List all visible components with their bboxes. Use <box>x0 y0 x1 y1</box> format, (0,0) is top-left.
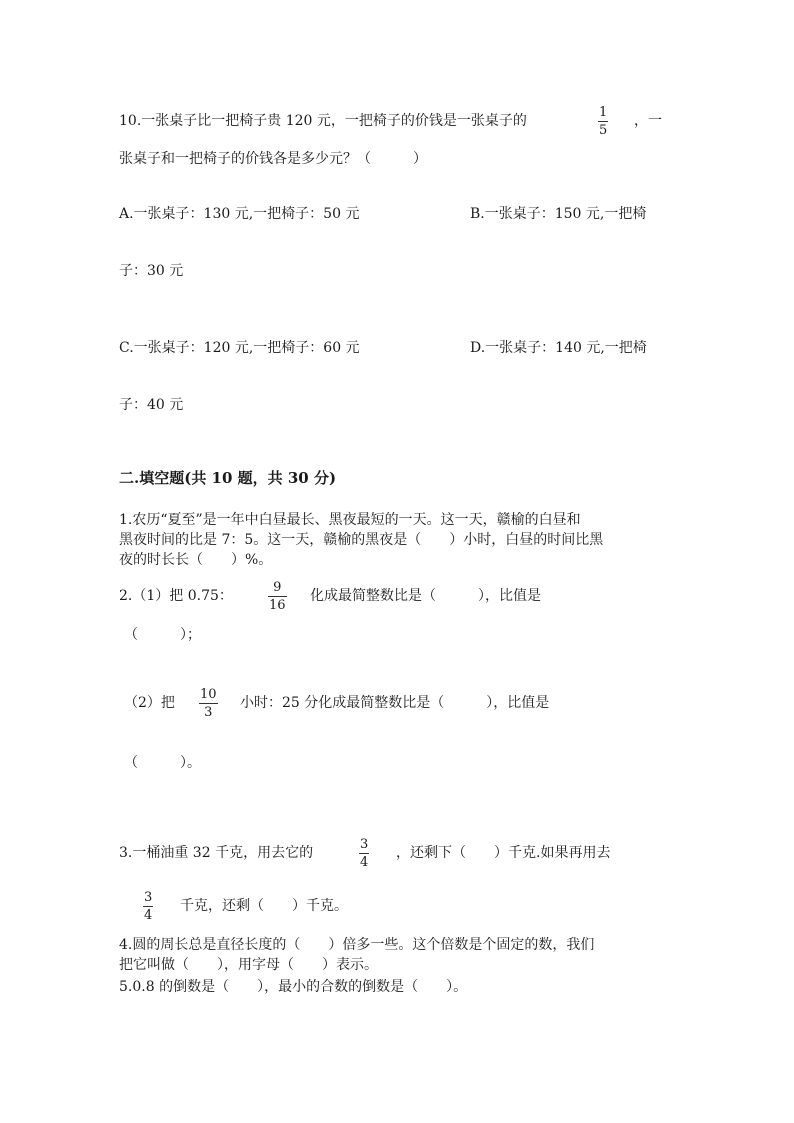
fraction-denominator: 4 <box>360 855 369 870</box>
fraction-bar <box>143 906 153 907</box>
f2-part1-prefix: 2.（1）把 0.75： <box>119 588 233 604</box>
q10-line1-tail: ，一 <box>634 113 662 129</box>
q10-option-b: B.一张桌子：150 元,一把椅 <box>470 206 647 222</box>
f4-line2: 把它叫做（ ），用字母（ ）表示。 <box>119 957 378 973</box>
f2-part2-answer: （ ）。 <box>124 755 201 771</box>
q10-fraction <box>598 105 608 138</box>
f2-part1-fraction <box>268 580 287 613</box>
f2-part1-suffix: 化成最简整数比是（ ），比值是 <box>310 588 541 604</box>
fraction-denominator: 5 <box>599 123 608 138</box>
f1-line2: 黑夜时间的比是 7：5。这一天，赣榆的黑夜是（ ）小时，白昼的时间比黑 <box>119 532 604 548</box>
f3-fraction-1 <box>359 837 369 870</box>
q10-option-d: D.一张桌子：140 元,一把椅 <box>470 340 647 356</box>
f1-line3: 夜的时长长（ ）%。 <box>119 552 273 568</box>
f2-part2-fraction <box>199 687 218 720</box>
q10-line1: 10.一张桌子比一把椅子贵 120 元，一把椅子的价钱是一张桌子的 <box>119 113 527 129</box>
f3-suffix: ，还剩下（ ）千克.如果再用去 <box>396 845 611 861</box>
f5-line1: 5.0.8 的倒数是（ ），最小的合数的倒数是（ ）。 <box>119 979 468 995</box>
fraction-numerator: 3 <box>144 890 153 905</box>
f2-part2-prefix: （2）把 <box>124 695 175 711</box>
f3-prefix: 3.一桶油重 32 千克，用去它的 <box>119 845 314 861</box>
f1-line1: 1.农历“夏至”是一年中白昼最长、黑夜最短的一天。这一天，赣榆的白昼和 <box>119 512 581 528</box>
q10-option-d-cont: 子：40 元 <box>119 397 184 413</box>
fraction-numerator: 3 <box>360 837 369 852</box>
fraction-denominator: 16 <box>269 598 286 613</box>
f4-line1: 4.圆的周长总是直径长度的（ ）倍多一些。这个倍数是个固定的数，我们 <box>119 937 595 953</box>
fraction-bar <box>268 596 287 597</box>
section-title: 二.填空题(共 10 题，共 30 分) <box>119 469 337 487</box>
fraction-numerator: 10 <box>200 687 217 702</box>
f3-fraction-2 <box>143 890 153 923</box>
f2-part2-suffix: 小时：25 分化成最简整数比是（ ），比值是 <box>240 695 550 711</box>
fraction-numerator: 1 <box>599 105 608 120</box>
f2-part1-answer: （ ）； <box>124 627 201 643</box>
fraction-denominator: 4 <box>144 908 153 923</box>
fraction-bar <box>199 703 218 704</box>
f3-line2: 千克，还剩（ ）千克。 <box>180 898 348 914</box>
fraction-denominator: 3 <box>204 705 213 720</box>
fraction-bar <box>359 853 369 854</box>
fraction-bar <box>598 121 608 122</box>
q10-option-c: C.一张桌子：120 元,一把椅子：60 元 <box>119 340 360 356</box>
q10-option-a: A.一张桌子：130 元,一把椅子：50 元 <box>119 206 360 222</box>
q10-line2: 张桌子和一把椅子的价钱各是多少元？（ ） <box>119 151 427 167</box>
fraction-numerator: 9 <box>273 580 282 595</box>
q10-option-b-cont: 子：30 元 <box>119 263 184 279</box>
